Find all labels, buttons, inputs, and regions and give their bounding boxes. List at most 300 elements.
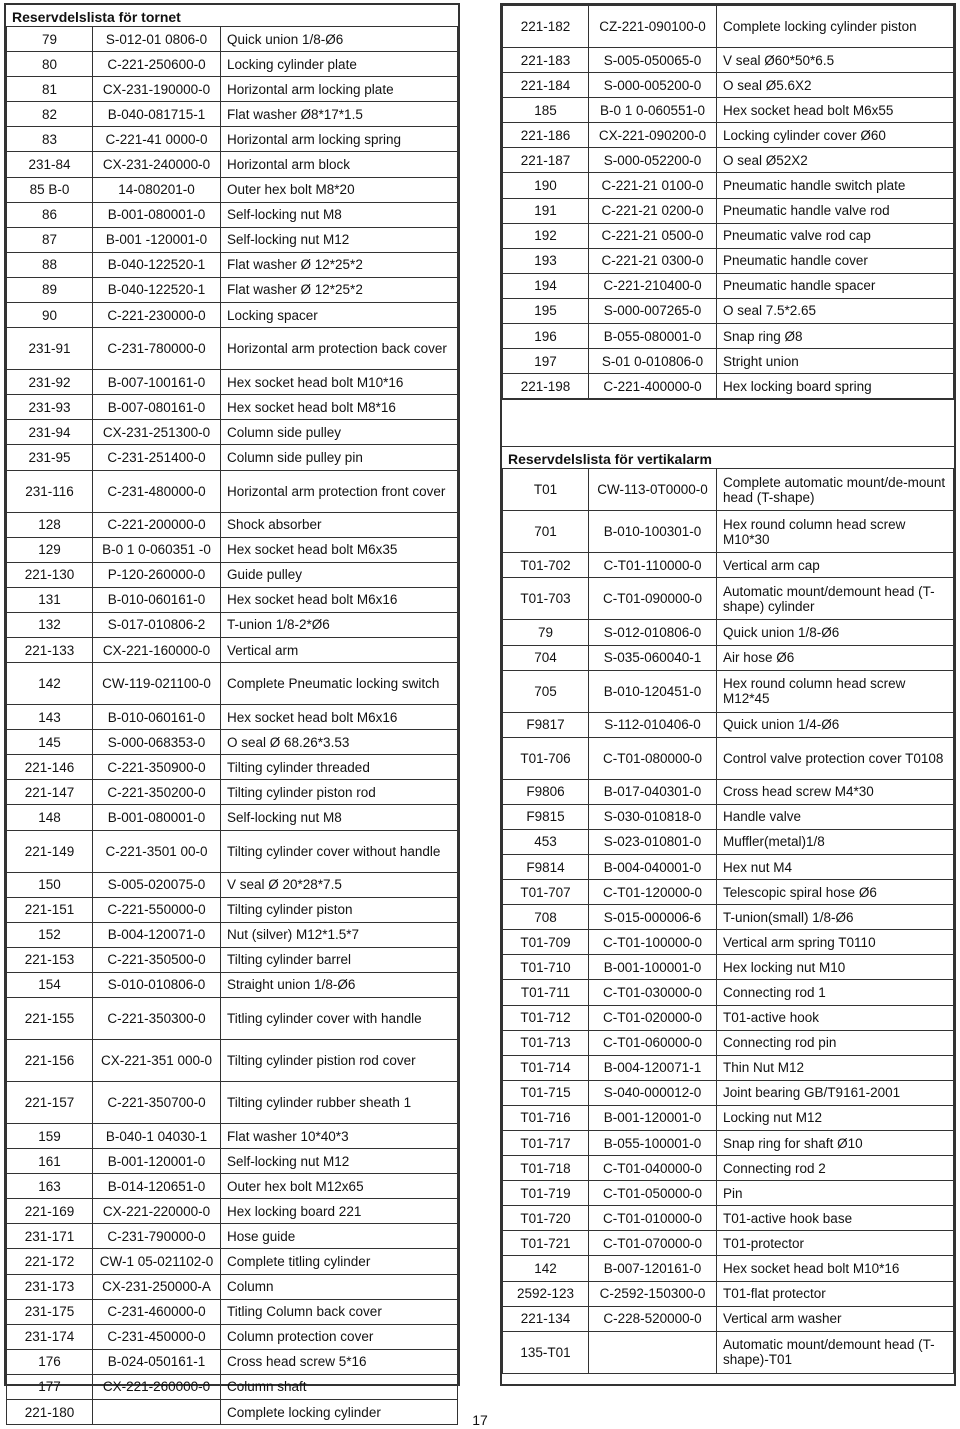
part-position: 221-155 [7,998,93,1040]
part-position: 221-146 [7,755,93,780]
part-number: C-221-200000-0 [93,512,221,537]
table-row [7,1040,458,1082]
table-row [503,905,954,930]
part-position: 148 [7,805,93,830]
right-parts-panel [500,3,956,1386]
part-description: Horizontal arm locking spring [221,127,458,152]
table-row [7,637,458,662]
part-description: Hex locking board spring [717,374,954,399]
part-number: CX-231-190000-0 [93,77,221,102]
part-description: Tilting cylinder barrel [221,947,458,972]
part-description: Quick union 1/4-Ø6 [717,712,954,737]
part-description: Guide pulley [221,562,458,587]
part-position: 190 [503,173,589,198]
part-position: 129 [7,537,93,562]
part-description: Pneumatic handle spacer [717,273,954,298]
part-description: Hex round column head screw M12*45 [717,670,954,712]
part-description: V seal Ø60*50*6.5 [717,48,954,73]
part-number: B-040-1 04030-1 [93,1124,221,1149]
part-number: C-231-251400-0 [93,445,221,470]
part-number: C-T01-120000-0 [589,880,717,905]
table-row [503,955,954,980]
part-position: T01-715 [503,1080,589,1105]
part-number: P-120-260000-0 [93,562,221,587]
part-position: T01-713 [503,1030,589,1055]
part-description: Snap ring Ø8 [717,324,954,349]
table-row [7,1374,458,1399]
part-description: Quick union 1/8-Ø6 [221,27,458,52]
part-position: 221-134 [503,1306,589,1331]
part-description: Horizontal arm locking plate [221,77,458,102]
part-description: Cross head screw M4*30 [717,779,954,804]
part-position: 231-175 [7,1299,93,1324]
part-number: C-231-450000-0 [93,1324,221,1349]
part-number: CW-113-0T0000-0 [589,469,717,511]
table-row [7,1324,458,1349]
part-position: 79 [503,620,589,645]
part-number: B-017-040301-0 [589,779,717,804]
part-description: Handle valve [717,804,954,829]
part-position: 145 [7,730,93,755]
part-number: CX-221-260000-0 [93,1374,221,1399]
part-position: F9815 [503,804,589,829]
part-description: Cross head screw 5*16 [221,1349,458,1374]
part-number: S-010-010806-0 [93,972,221,997]
part-position: 701 [503,511,589,553]
part-number: CW-1 05-021102-0 [93,1249,221,1274]
part-position: 86 [7,202,93,227]
table-row [7,445,458,470]
part-description: Vertical arm spring T0110 [717,930,954,955]
part-number: C-T01-090000-0 [589,578,717,620]
tower-parts-table [6,26,458,1425]
part-position: T01-711 [503,980,589,1005]
part-position: T01-710 [503,955,589,980]
table-row [7,663,458,705]
part-description: Telescopic spiral hose Ø6 [717,880,954,905]
part-description: Horizontal arm protection back cover [221,328,458,370]
part-number: B-055-100001-0 [589,1131,717,1156]
table-row [7,755,458,780]
part-position: 231-95 [7,445,93,470]
part-number: CX-221-090200-0 [589,123,717,148]
part-description: Column protection cover [221,1324,458,1349]
table-row [503,1256,954,1281]
table-row [503,273,954,298]
table-row [7,1249,458,1274]
table-row [7,277,458,302]
vertical-arm-parts-list-title: Reservdelslista för vertikalarm [508,451,712,468]
part-description: Pneumatic handle valve rod [717,198,954,223]
table-row [503,469,954,511]
part-position: 221-180 [7,1400,93,1425]
part-position: T01-707 [503,880,589,905]
table-row [503,298,954,323]
part-position: F9806 [503,779,589,804]
table-row [7,252,458,277]
part-description: Horizontal arm protection front cover [221,470,458,512]
part-description: Automatic mount/demount head (T-shape) cylinder [717,578,954,620]
part-position: 231-91 [7,328,93,370]
table-row [7,805,458,830]
table-row [503,1080,954,1105]
part-number: CX-221-160000-0 [93,637,221,662]
part-number: CX-221-220000-0 [93,1199,221,1224]
part-position: 79 [7,27,93,52]
table-row [7,562,458,587]
table-row [7,872,458,897]
part-position: 82 [7,102,93,127]
page-number: 17 [472,1412,488,1428]
table-row [7,612,458,637]
part-number: B-004-120071-1 [589,1055,717,1080]
part-description: Automatic mount/demount head (T-shape)-T01 [717,1331,954,1373]
part-number: C-T01-060000-0 [589,1030,717,1055]
table-row [7,102,458,127]
part-position: 231-84 [7,152,93,177]
table-row [503,374,954,399]
part-description: T-union 1/8-2*Ø6 [221,612,458,637]
part-description: Hex socket head bolt M6x16 [221,587,458,612]
table-row [503,645,954,670]
part-position: 231-92 [7,370,93,395]
part-number: CX-231-240000-0 [93,152,221,177]
table-row [7,303,458,328]
part-position: 177 [7,1374,93,1399]
table-row [7,780,458,805]
part-description: Quick union 1/8-Ø6 [717,620,954,645]
part-number: C-221-350700-0 [93,1082,221,1124]
part-description: Column side pulley pin [221,445,458,470]
part-position: 161 [7,1149,93,1174]
part-number: C-221-21 0500-0 [589,223,717,248]
part-description: Outer hex bolt M12x65 [221,1174,458,1199]
part-position: 191 [503,198,589,223]
part-number: C-228-520000-0 [589,1306,717,1331]
part-description: Connecting rod 1 [717,980,954,1005]
part-description: O seal Ø5.6X2 [717,73,954,98]
part-position: 128 [7,512,93,537]
part-description: Locking spacer [221,303,458,328]
table-row [503,670,954,712]
part-position: F9817 [503,712,589,737]
part-position: 143 [7,705,93,730]
part-description: Shock absorber [221,512,458,537]
table-row [503,854,954,879]
table-row [7,947,458,972]
part-description: Titling cylinder cover with handle [221,998,458,1040]
table-row [7,227,458,252]
part-description: Air hose Ø6 [717,645,954,670]
part-description: Tilting cylinder rubber sheath 1 [221,1082,458,1124]
part-number: C-221-41 0000-0 [93,127,221,152]
part-description: Horizontal arm block [221,152,458,177]
part-number: S-035-060040-1 [589,645,717,670]
table-row [503,578,954,620]
table-row [7,1224,458,1249]
table-row [7,1274,458,1299]
part-number: B-040-081715-1 [93,102,221,127]
part-description: T-union(small) 1/8-Ø6 [717,905,954,930]
part-position: 89 [7,277,93,302]
part-position: 221-156 [7,1040,93,1082]
table-row [503,804,954,829]
part-description: Titling Column back cover [221,1299,458,1324]
part-number: CZ-221-090100-0 [589,6,717,48]
part-description: Joint bearing GB/T9161-2001 [717,1080,954,1105]
part-description: Tilting cylinder threaded [221,755,458,780]
part-position: T01-717 [503,1131,589,1156]
table-row [503,737,954,779]
part-description: Complete locking cylinder piston [717,6,954,48]
table-row [503,148,954,173]
table-row [7,202,458,227]
part-position: 87 [7,227,93,252]
part-number: C-2592-150300-0 [589,1281,717,1306]
table-row [503,930,954,955]
table-row [7,922,458,947]
table-row [503,1206,954,1231]
part-description: T01-protector [717,1231,954,1256]
part-position: T01-721 [503,1231,589,1256]
part-number: B-010-100301-0 [589,511,717,553]
part-position: 221-186 [503,123,589,148]
table-row [7,52,458,77]
part-number: S-112-010406-0 [589,712,717,737]
table-row [7,1082,458,1124]
part-position: 132 [7,612,93,637]
part-number: CX-231-250000-A [93,1274,221,1299]
part-number: C-221-350900-0 [93,755,221,780]
part-description: Hex socket head bolt M6x35 [221,537,458,562]
part-number: 14-080201-0 [93,177,221,202]
part-description: Stright union [717,349,954,374]
part-description: Tilting cylinder piston [221,897,458,922]
part-position: 90 [7,303,93,328]
part-description: Hose guide [221,1224,458,1249]
part-description: O seal Ø 68.26*3.53 [221,730,458,755]
part-description: Hex socket head bolt M8*16 [221,395,458,420]
part-description: Straight union 1/8-Ø6 [221,972,458,997]
part-description: Column [221,1274,458,1299]
table-row [7,328,458,370]
table-row [503,1306,954,1331]
table-row [503,1331,954,1373]
part-number: B-010-060161-0 [93,587,221,612]
part-position: 81 [7,77,93,102]
part-position: 88 [7,252,93,277]
part-description: Hex socket head bolt M6x55 [717,98,954,123]
table-row [7,512,458,537]
part-position: 231-116 [7,470,93,512]
part-number: S-000-007265-0 [589,298,717,323]
part-description: Thin Nut M12 [717,1055,954,1080]
part-position: 152 [7,922,93,947]
table-row [7,470,458,512]
part-position: 221-198 [503,374,589,399]
part-description: Vertical arm [221,637,458,662]
part-description: Muffler(metal)1/8 [717,829,954,854]
part-position: 197 [503,349,589,374]
table-row [7,830,458,872]
part-number: C-221-250600-0 [93,52,221,77]
part-position: 221-147 [7,780,93,805]
table-row [503,779,954,804]
vertical-arm-parts-table [502,468,954,1373]
table-row [503,1281,954,1306]
table-row [503,829,954,854]
part-description: Self-locking nut M12 [221,227,458,252]
part-position: 194 [503,273,589,298]
part-number: B-001-080001-0 [93,202,221,227]
part-position: 131 [7,587,93,612]
part-number: C-T01-070000-0 [589,1231,717,1256]
part-description: Self-locking nut M8 [221,805,458,830]
tower-parts-table-continued [502,5,954,399]
part-position: T01-716 [503,1105,589,1130]
part-position: 453 [503,829,589,854]
part-description: Complete locking cylinder [221,1400,458,1425]
part-description: Pneumatic valve rod cap [717,223,954,248]
table-row [7,587,458,612]
part-position: 196 [503,324,589,349]
part-position: 142 [7,663,93,705]
part-number: S-012-01 0806-0 [93,27,221,52]
part-number: C-221-21 0200-0 [589,198,717,223]
part-number: B-007-120161-0 [589,1256,717,1281]
part-number: C-T01-080000-0 [589,737,717,779]
part-position: 705 [503,670,589,712]
table-row [7,77,458,102]
table-row [7,537,458,562]
part-description: Control valve protection cover T0108 [717,737,954,779]
part-position: 185 [503,98,589,123]
part-position: 150 [7,872,93,897]
table-row [7,1299,458,1324]
part-description: T01-flat protector [717,1281,954,1306]
table-row [503,173,954,198]
part-number: C-221-230000-0 [93,303,221,328]
blank-spacer [502,399,954,447]
part-number: CX-221-351 000-0 [93,1040,221,1082]
part-number: B-001-080001-0 [93,805,221,830]
table-row [7,1174,458,1199]
part-number: C-221-400000-0 [589,374,717,399]
part-number: B-010-060161-0 [93,705,221,730]
part-position: 221-133 [7,637,93,662]
part-description: Hex socket head bolt M10*16 [717,1256,954,1281]
part-number: S-01 0-010806-0 [589,349,717,374]
part-description: Vertical arm cap [717,553,954,578]
part-position: 708 [503,905,589,930]
part-description: Pin [717,1181,954,1206]
table-row [7,705,458,730]
part-position: 231-173 [7,1274,93,1299]
table-row [503,248,954,273]
part-position: 221-182 [503,6,589,48]
part-position: 221-187 [503,148,589,173]
table-row [7,897,458,922]
table-row [503,73,954,98]
part-description: Locking cylinder cover Ø60 [717,123,954,148]
part-description: Vertical arm washer [717,1306,954,1331]
part-description: Snap ring for shaft Ø10 [717,1131,954,1156]
table-row [503,1005,954,1030]
part-description: Connecting rod 2 [717,1156,954,1181]
part-number: B-007-080161-0 [93,395,221,420]
part-position: 142 [503,1256,589,1281]
part-description: Pneumatic handle cover [717,248,954,273]
part-description: Hex locking board 221 [221,1199,458,1224]
part-number: B-007-100161-0 [93,370,221,395]
table-row [503,712,954,737]
part-description: Hex socket head bolt M10*16 [221,370,458,395]
part-number: B-001-100001-0 [589,955,717,980]
part-number: S-012-010806-0 [589,620,717,645]
part-position: 231-94 [7,420,93,445]
part-description: Flat washer Ø 12*25*2 [221,277,458,302]
table-row [7,1349,458,1374]
part-description: Self-locking nut M12 [221,1149,458,1174]
table-row [503,98,954,123]
part-number: B-040-122520-1 [93,277,221,302]
part-position: 231-171 [7,1224,93,1249]
part-description: Nut (silver) M12*1.5*7 [221,922,458,947]
part-description: Locking cylinder plate [221,52,458,77]
part-position: F9814 [503,854,589,879]
part-number: S-000-005200-0 [589,73,717,98]
part-number: B-0 1 0-060351 -0 [93,537,221,562]
part-position: 221-172 [7,1249,93,1274]
part-number: B-024-050161-1 [93,1349,221,1374]
table-row [503,1105,954,1130]
part-description: Complete titling cylinder [221,1249,458,1274]
part-description: Pneumatic handle switch plate [717,173,954,198]
part-description: Hex locking nut M10 [717,955,954,980]
part-position: 83 [7,127,93,152]
part-number: B-001-120001-0 [589,1105,717,1130]
part-position: 221-169 [7,1199,93,1224]
table-row [503,349,954,374]
part-number: S-000-052200-0 [589,148,717,173]
part-number: B-004-120071-0 [93,922,221,947]
table-row [7,177,458,202]
part-position: T01-714 [503,1055,589,1080]
part-number: B-040-122520-1 [93,252,221,277]
table-row [503,324,954,349]
part-position: 221-183 [503,48,589,73]
part-position: 2592-123 [503,1281,589,1306]
part-number: C-T01-010000-0 [589,1206,717,1231]
part-description: Flat washer 10*40*3 [221,1124,458,1149]
part-number: C-221-21 0300-0 [589,248,717,273]
table-row [7,420,458,445]
part-number: C-221-3501 00-0 [93,830,221,872]
table-row [7,370,458,395]
part-number: C-T01-020000-0 [589,1005,717,1030]
table-row [7,127,458,152]
table-row [7,1149,458,1174]
table-row [503,880,954,905]
table-row [503,198,954,223]
part-position: T01-706 [503,737,589,779]
part-number: C-231-460000-0 [93,1299,221,1324]
part-description: Column side pulley [221,420,458,445]
left-parts-panel [4,3,460,1420]
part-position: T01-720 [503,1206,589,1231]
part-position: 176 [7,1349,93,1374]
table-row [503,980,954,1005]
